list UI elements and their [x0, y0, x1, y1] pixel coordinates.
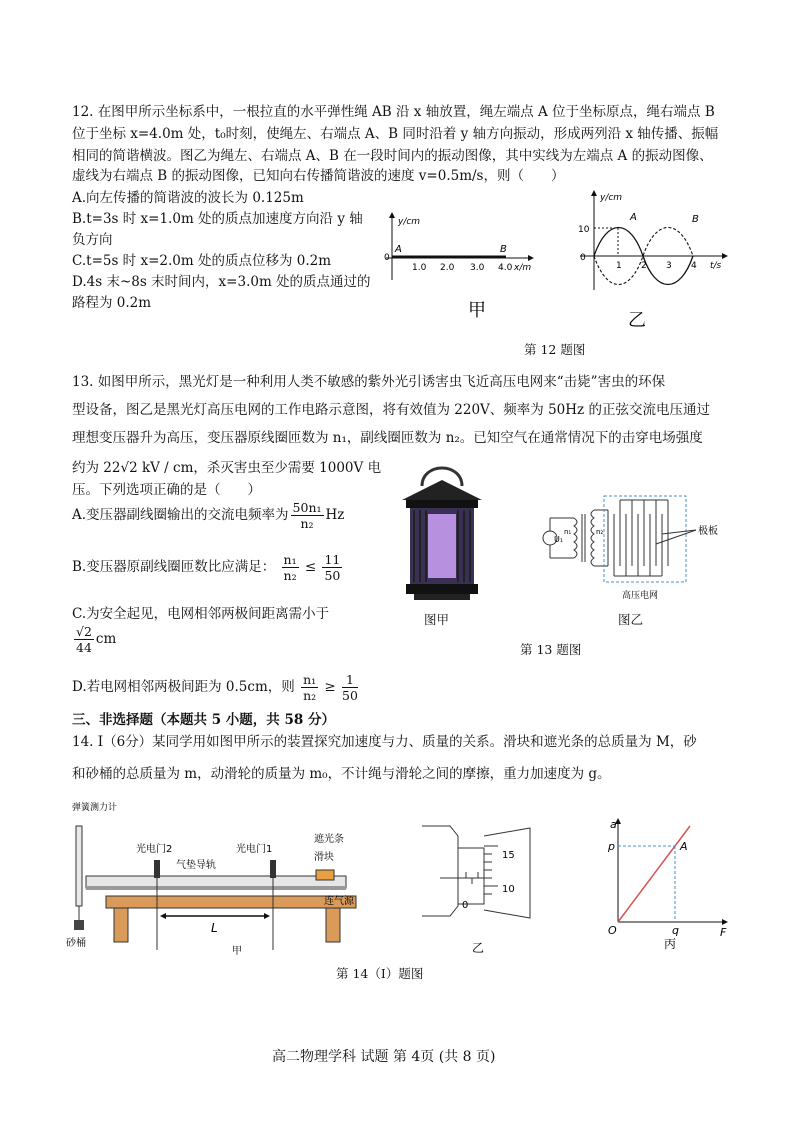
q12-figure-yi	[572, 188, 732, 328]
q13-option-a	[72, 500, 344, 531]
graph-caption: 丙	[664, 937, 677, 951]
q13-option-b	[72, 552, 344, 583]
frac-den: 50	[324, 568, 341, 583]
unit: cm	[95, 631, 117, 647]
apparatus-label-l: L	[211, 921, 218, 935]
unit: Hz	[325, 507, 345, 523]
micrometer-diagram	[420, 818, 540, 958]
page-footer: 高二物理学科 试题 第 4页 (共 8 页)	[272, 1049, 496, 1065]
fig-yi-tick: 3	[666, 261, 672, 271]
relation: ≥	[324, 679, 336, 695]
graph-axis-f: F	[720, 926, 727, 939]
frac-num: 11	[324, 552, 341, 567]
apparatus-diagram	[66, 800, 366, 960]
fig13-jia-caption: 图甲	[424, 612, 450, 627]
fig-jia-xlabel: x/m	[514, 263, 532, 273]
q13-line-3: 理想变压器升为高压，变压器原线圈匝数为 n₁，副线圈匝数为 n₂。已知空气在通常情况下的击穿电场强度	[72, 430, 703, 446]
graph-point-a: A	[680, 840, 688, 853]
q12-option-d: D.4s 末~8s 末时间内，x=3.0m 处的质点通过的	[72, 274, 371, 290]
fig-jia-ylabel: y/cm	[398, 217, 421, 227]
q12-option-d-cont: 路程为 0.2m	[72, 295, 152, 311]
fraction	[74, 624, 94, 655]
fig-jia-tick: 1.0	[412, 263, 427, 273]
fraction	[342, 672, 358, 703]
graph-axis-a: a	[610, 818, 617, 831]
q13-option-c-value	[72, 624, 116, 655]
frac-den: n₂	[283, 568, 297, 583]
fig-jia-caption: 甲	[468, 300, 486, 320]
fig-yi-label-b: B	[692, 214, 699, 225]
apparatus-label-slider: 滑块	[314, 852, 334, 863]
q12-option-a: A.向左传播的简谐波的波长为 0.125m	[72, 190, 304, 206]
frac-num: n₁	[283, 552, 297, 567]
apparatus-label-rail: 气垫导轨	[176, 860, 216, 871]
fig-jia-tick: 3.0	[470, 263, 485, 273]
fig-yi-xlabel: t/s	[710, 261, 722, 271]
q14-caption: 第 14（Ⅰ）题图	[336, 966, 424, 981]
af-graph	[596, 812, 736, 952]
fraction	[291, 500, 324, 531]
fig-jia-tick: 2.0	[440, 263, 455, 273]
q12-option-c: C.t=5s 时 x=2.0m 处的质点位移为 0.2m	[72, 253, 332, 269]
q12-line-1: 12. 在图甲所示坐标系中，一根拉直的水平弹性绳 AB 沿 x 轴放置，绳左端点 A 位于坐标原点，绳右端点 B	[72, 104, 715, 120]
fig-yi-origin: 0	[580, 253, 586, 263]
q13-option-a-text: A.变压器副线圈输出的交流电频率为	[72, 507, 289, 523]
micrometer-tick-15: 15	[502, 850, 515, 861]
q13-line-4: 约为 22√2 kV / cm，杀灭害虫至少需要 1000V 电	[72, 460, 382, 476]
fig-yi-label-a: A	[630, 212, 637, 223]
apparatus-label-gate1: 光电门1	[236, 844, 273, 855]
q13-option-c: C.为安全起见，电网相邻两极间距离需小于	[72, 606, 330, 622]
micrometer-tick-10: 10	[502, 884, 515, 895]
frac-den: n₂	[300, 516, 314, 531]
fig-yi-tick: 1	[616, 261, 622, 271]
graph-label-p: p	[608, 840, 615, 853]
section-3-heading: 三、非选择题（本题共 5 小题，共 58 分）	[72, 712, 335, 728]
fig-jia-tick: 4.0	[498, 263, 513, 273]
fig-yi-tick: 4	[691, 261, 697, 271]
q13-option-d-text: D.若电网相邻两极间距为 0.5cm，则	[72, 679, 295, 695]
apparatus-label-bucket: 砂桶	[66, 938, 86, 949]
fig-yi-tick: 2	[641, 261, 647, 271]
q13-caption: 第 13 题图	[520, 642, 582, 657]
q14-line-2: 和砂桶的总质量为 m，动滑轮的质量为 m₀，不计绳与滑轮之间的摩擦，重力加速度为 g。	[72, 766, 611, 782]
q12-line-4: 虚线为右端点 B 的振动图像，已知向右传播简谐波的速度 v=0.5m/s，则（ ）	[72, 168, 565, 184]
relation: ≤	[304, 559, 317, 575]
q12-option-b-cont: 负方向	[72, 232, 113, 248]
micrometer-caption: 乙	[472, 941, 485, 955]
apparatus-label-air: 连气源	[324, 896, 354, 907]
circuit-diagram	[534, 494, 744, 604]
q13-line-2: 型设备，图乙是黑光灯高压电网的工作电路示意图，将有效值为 220V、频率为 50Hz 的正弦交流电压通过	[72, 402, 710, 418]
circuit-n1-label: n₁	[564, 528, 572, 536]
q13-option-d	[72, 672, 360, 703]
frac-num: 50n₁	[292, 500, 322, 515]
apparatus-caption: 甲	[232, 946, 242, 957]
fig13-yi-caption: 图乙	[618, 612, 644, 627]
frac-den: 50	[342, 688, 358, 703]
apparatus-label-gate2: 光电门2	[136, 844, 173, 855]
apparatus-label-strip: 遮光条	[314, 834, 344, 845]
circuit-u1-label: U₁	[554, 535, 564, 544]
q12-line-3: 相同的简谐横波。图乙为绳左、右端点 A、B 在一段时间内的振动图像，其中实线为左端点 A 的振动图像、	[72, 148, 713, 164]
q13-option-b-text: B.变压器原副线圈匝数比应满足：	[72, 559, 276, 575]
lamp-image	[392, 460, 492, 610]
fig-yi-ylabel: y/cm	[600, 193, 623, 203]
q12-line-2: 位于坐标 x=4.0m 处，t₀时刻，使绳左、右端点 A、B 同时沿着 y 轴方向振动，形成两列沿 x 轴传播、振幅	[72, 126, 719, 142]
fraction	[301, 672, 318, 703]
apparatus-label-spring: 弹簧测力计	[72, 803, 118, 813]
q14-line-1: 14. Ⅰ（6分）某同学用如图甲所示的装置探究加速度与力、质量的关系。滑块和遮光条的总质量为 M，砂	[72, 734, 697, 750]
q12-option-b: B.t=3s 时 x=1.0m 处的质点加速度方向沿 y 轴	[72, 211, 363, 227]
q13-line-5: 压。下列选项正确的是（ ）	[72, 482, 261, 498]
fraction	[322, 552, 342, 583]
graph-origin: O	[608, 924, 617, 937]
frac-num: 1	[342, 672, 358, 688]
q12-caption: 第 12 题图	[524, 342, 586, 357]
frac-den: n₂	[303, 688, 317, 703]
micrometer-tick-0: 0	[462, 900, 469, 911]
circuit-grid-label: 高压电网	[622, 591, 659, 601]
fig-yi-amp: 10	[578, 225, 590, 235]
frac-num: n₁	[303, 672, 317, 687]
q13-line-1: 13. 如图甲所示，黑光灯是一种利用人类不敏感的紫外光引诱害虫飞近高压电网来“击毙”害虫的环保	[72, 374, 666, 390]
frac-den: 44	[76, 640, 92, 655]
fig-jia-label-a: A	[395, 244, 402, 255]
fig-jia-origin: 0	[384, 253, 390, 263]
q12-figure-jia	[376, 210, 536, 320]
fraction	[282, 552, 299, 583]
frac-num: √2	[76, 624, 92, 639]
fig-yi-caption: 乙	[628, 310, 646, 328]
circuit-n2-label: n₂	[596, 528, 604, 536]
graph-label-q: q	[672, 924, 679, 937]
circuit-plate-label: 极板	[698, 526, 718, 537]
fig-jia-label-b: B	[500, 244, 507, 255]
